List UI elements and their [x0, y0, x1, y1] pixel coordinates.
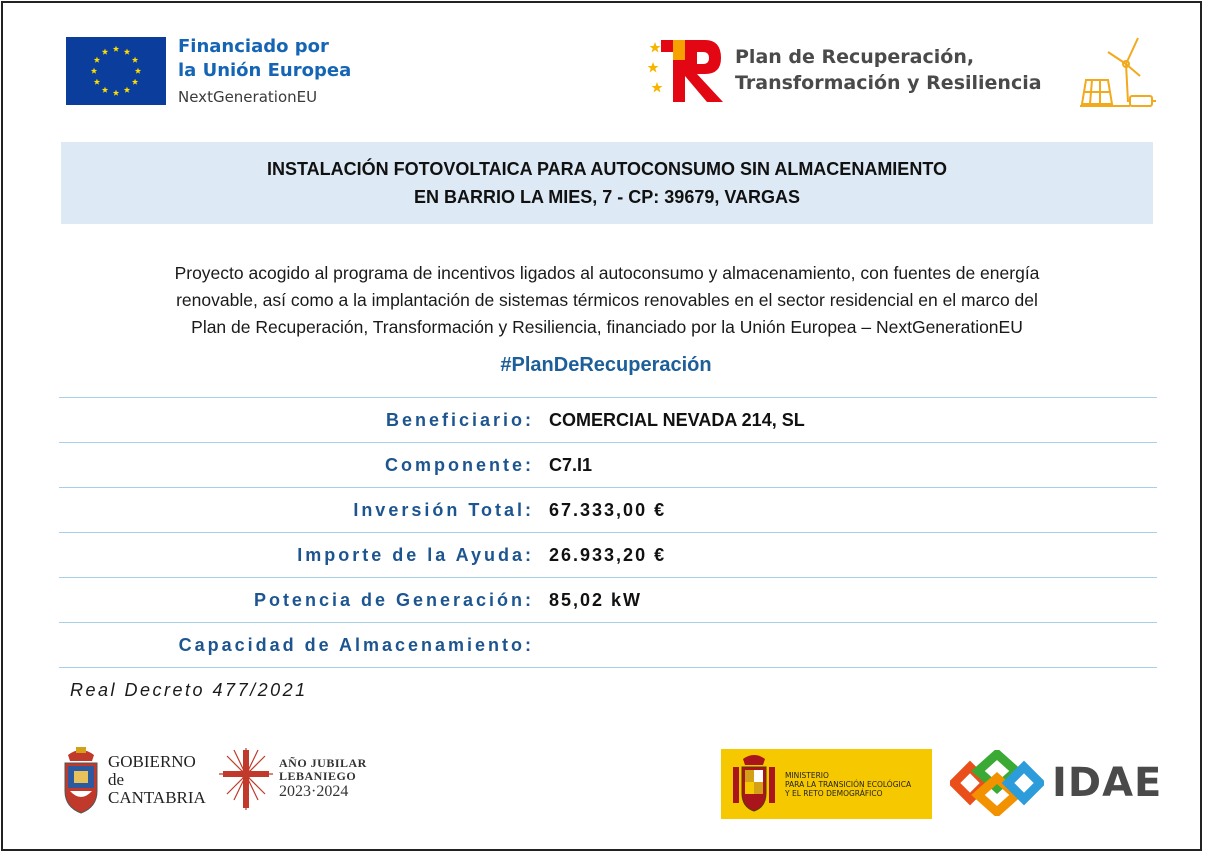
prtr-logo-icon — [645, 36, 727, 104]
detail-label: Potencia de Generación: — [253, 589, 534, 610]
idae-logo-icon — [950, 750, 1044, 816]
eu-star-icon — [113, 46, 119, 52]
detail-row-potencia — [59, 577, 1157, 622]
ministerio-line1: MINISTERIO — [785, 770, 829, 780]
cantabria-line2: de — [108, 770, 125, 789]
detail-row-inversion-total — [59, 487, 1157, 532]
ministerio-line2: PARA LA TRANSICIÓN ECOLÓGICA — [785, 779, 912, 789]
detail-value: 67.333,00 € — [549, 499, 667, 520]
detail-row-almacenamiento — [59, 622, 1157, 668]
eu-star-icon — [94, 79, 100, 85]
idae-wordmark: IDAE — [1052, 760, 1163, 806]
project-details-table — [59, 397, 1157, 668]
project-title-band — [61, 142, 1153, 224]
eu-star-icon — [132, 57, 138, 63]
real-decreto: Real Decreto 477/2021 — [70, 680, 308, 700]
jubilar-line1: AÑO JUBILAR — [279, 756, 367, 770]
description-line2: renovable, así como a la implantación de sistemas térmicos renovables en el sector residencial en el marco del — [176, 290, 1038, 310]
detail-label: Importe de la Ayuda: — [297, 544, 534, 565]
wind-solar-icon — [1078, 32, 1158, 112]
project-title-line2: EN BARRIO LA MIES, 7 - CP: 39679, VARGAS — [413, 187, 801, 207]
ministerio-line3: Y EL RETO DEMOGRÁFICO — [785, 788, 883, 798]
gobierno-cantabria-logo — [62, 745, 206, 815]
detail-value: C7.I1 — [549, 454, 593, 475]
detail-row-beneficiario — [59, 397, 1157, 442]
detail-row-importe-ayuda — [59, 532, 1157, 577]
description-line1: Proyecto acogido al programa de incentivos ligados al autoconsumo y almacenamiento, con fuentes de energía — [174, 263, 1040, 283]
prtr-logo — [645, 36, 1042, 104]
description-line3: Plan de Recuperación, Transformación y Resiliencia, financiado por la Unión Europea – NextGenerationEU — [191, 317, 1023, 337]
eu-star-icon — [94, 57, 100, 63]
cantabria-line1: GOBIERNO — [108, 752, 196, 771]
detail-label: Componente: — [385, 454, 534, 475]
eu-flag-icon — [66, 37, 166, 105]
idae-logo — [950, 750, 1162, 816]
eu-star-icon — [91, 68, 97, 74]
eu-funding-logo — [66, 37, 351, 109]
ministerio-transicion-logo — [721, 749, 932, 819]
hashtag: #PlanDeRecuperación — [500, 354, 712, 376]
jubilar-line2: LEBANIEGO — [279, 769, 357, 783]
eu-funded-line1: Financiado por — [178, 36, 329, 57]
jubilar-cross-icon — [217, 746, 275, 812]
eu-nextgen-label: NextGenerationEU — [178, 88, 318, 106]
ano-jubilar-logo — [217, 746, 367, 812]
eu-stars — [66, 37, 166, 105]
cantabria-shield-icon — [62, 745, 100, 815]
project-title-line1: INSTALACIÓN FOTOVOLTAICA PARA AUTOCONSUMO SIN ALMACENAMIENTO — [267, 159, 947, 179]
detail-value: COMERCIAL NEVADA 214, SL — [549, 409, 805, 430]
detail-label: Capacidad de Almacenamiento: — [178, 634, 534, 655]
eu-star-icon — [102, 49, 108, 55]
eu-star-icon — [132, 79, 138, 85]
project-description — [70, 260, 1144, 341]
jubilar-years: 2023·2024 — [279, 783, 349, 800]
cantabria-line3: CANTABRIA — [108, 788, 206, 807]
eu-funded-line2: la Unión Europea — [178, 60, 352, 81]
prtr-line2: Transformación y Resiliencia — [735, 72, 1042, 94]
eu-star-icon — [113, 90, 119, 96]
spain-shield-icon — [729, 753, 779, 815]
detail-label: Beneficiario: — [385, 409, 534, 430]
eu-star-icon — [102, 87, 108, 93]
eu-star-icon — [135, 68, 141, 74]
detail-label: Inversión Total: — [353, 499, 534, 520]
detail-value: 26.933,20 € — [549, 544, 667, 565]
prtr-line1: Plan de Recuperación, — [735, 46, 975, 68]
detail-value: 85,02 kW — [549, 589, 643, 610]
eu-star-icon — [124, 49, 130, 55]
detail-row-componente — [59, 442, 1157, 487]
eu-star-icon — [124, 87, 130, 93]
